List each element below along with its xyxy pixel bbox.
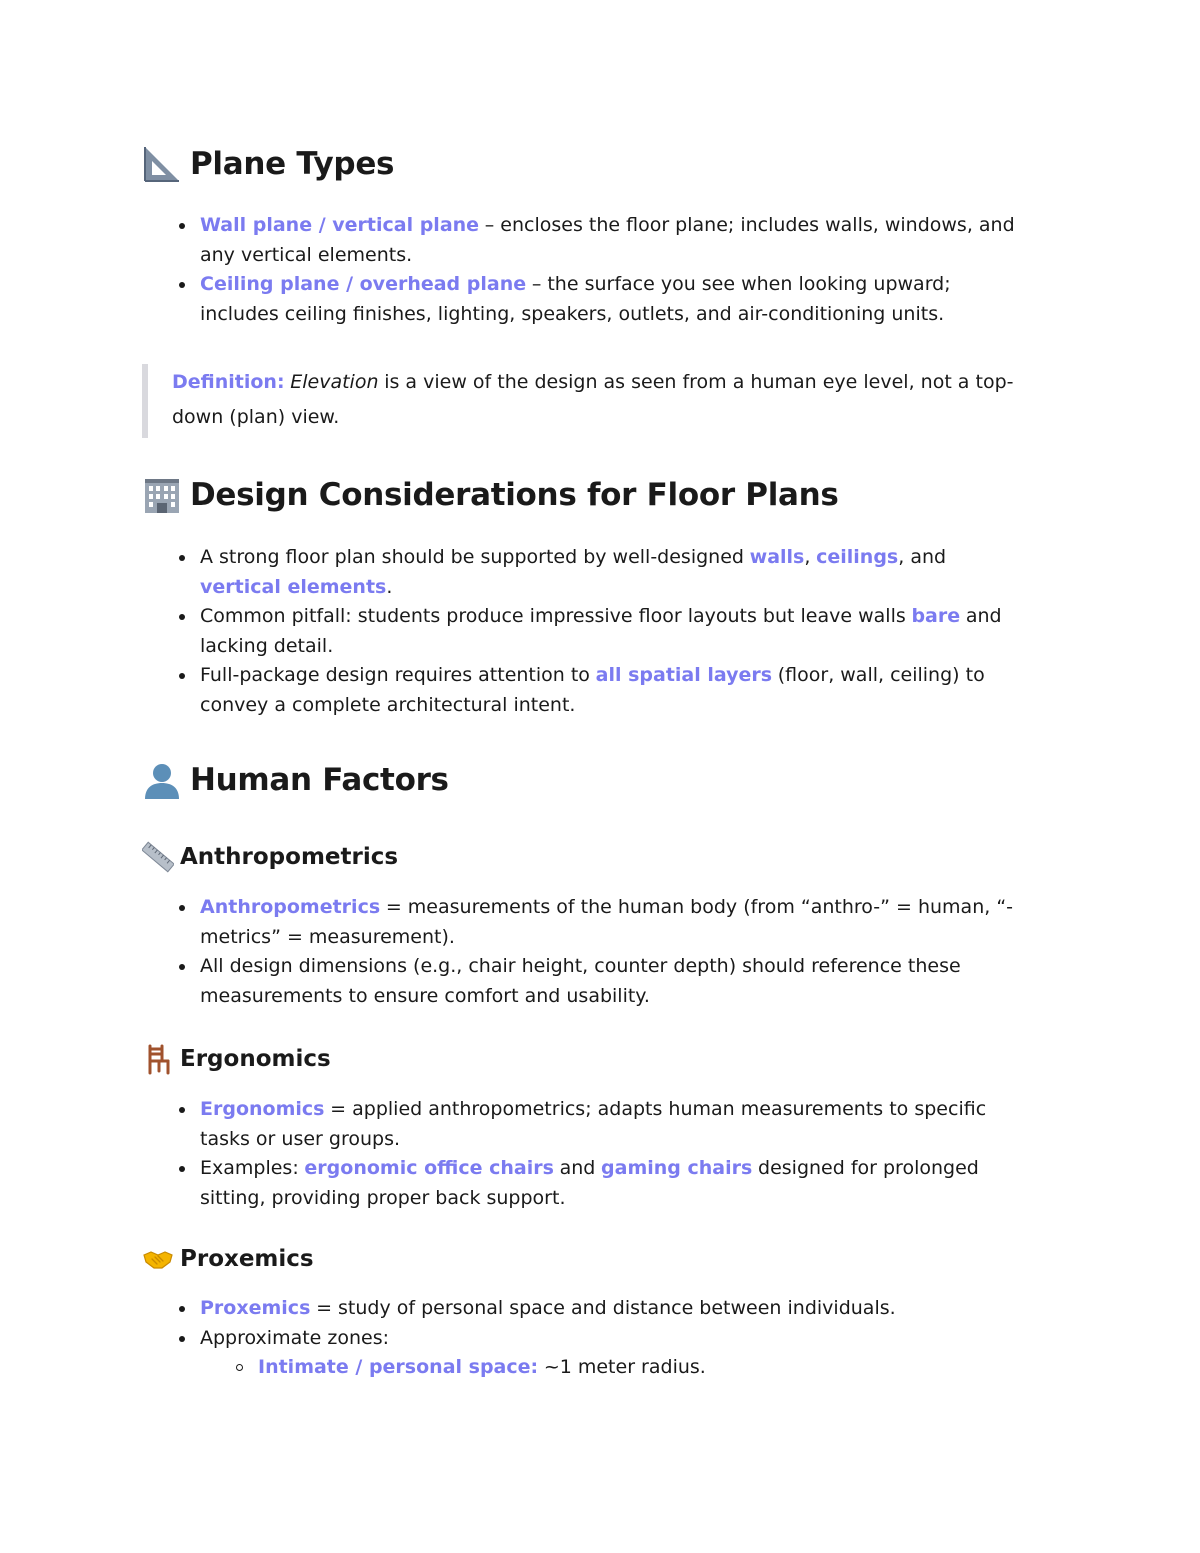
item-text: A strong floor plan should be supported by well-designed — [200, 546, 744, 568]
highlight-term: Ergonomics — [200, 1098, 325, 1120]
definition-label: Definition: — [172, 371, 285, 393]
heading-anthropometrics — [142, 841, 398, 873]
chair-icon — [142, 1043, 174, 1075]
heading-text: Proxemics — [180, 1246, 314, 1272]
highlight-term: Ceiling plane / overhead plane — [200, 273, 527, 295]
list-item — [178, 893, 1018, 952]
item-text: – the surface you see when looking upward; includes ceiling finishes, lighting, speakers, outlets, and air-conditioning units. — [200, 273, 951, 325]
item-text: and lacking detail. — [200, 605, 1002, 657]
item-text: , — [804, 546, 811, 568]
highlight-term: ceilings — [816, 546, 899, 568]
triangular-ruler-icon — [142, 144, 182, 184]
handshake-icon — [142, 1243, 174, 1275]
item-text: designed for prolonged sitting, providing proper back support. — [200, 1157, 979, 1209]
list-item — [178, 952, 1018, 1011]
item-text: Examples: — [200, 1157, 299, 1179]
definition-text: is a view of the design as seen from a human eye level, not a top-down (plan) view. — [172, 371, 1014, 428]
design-considerations-list — [178, 543, 1018, 720]
heading-text: Design Considerations for Floor Plans — [190, 477, 839, 513]
highlight-term: bare — [911, 605, 961, 627]
heading-text: Human Factors — [190, 762, 449, 798]
item-text: Common pitfall: students produce impressive floor layouts but leave walls — [200, 605, 906, 627]
definition-blockquote — [142, 364, 1022, 438]
highlight-term: vertical elements — [200, 575, 387, 598]
item-text: ~1 meter radius. — [543, 1356, 706, 1378]
list-item — [178, 1294, 1018, 1324]
heading-text: Anthropometrics — [180, 844, 399, 870]
heading-text: Ergonomics — [180, 1046, 331, 1072]
item-text: – encloses the floor plane; includes walls, windows, and any vertical elements. — [200, 214, 1015, 266]
person-silhouette-icon — [142, 760, 182, 800]
item-text: and — [559, 1157, 596, 1179]
heading-proxemics — [142, 1243, 314, 1275]
list-item — [178, 1154, 1018, 1213]
heading-human-factors — [142, 760, 449, 800]
proxemics-list — [178, 1294, 1018, 1383]
item-text: (floor, wall, ceiling) to convey a complete architectural intent. — [200, 664, 985, 716]
definition-term: Elevation — [290, 371, 379, 393]
list-item — [178, 1324, 1018, 1383]
list-item — [178, 602, 1018, 661]
item-text: , and — [898, 546, 947, 568]
highlight-term: all spatial layers — [595, 664, 773, 686]
highlight-term: Proxemics — [200, 1297, 311, 1319]
item-text: . — [386, 575, 393, 598]
highlight-term: gaming chairs — [601, 1157, 753, 1179]
item-text: = applied anthropometrics; adapts human measurements to specific tasks or user groups. — [200, 1098, 987, 1150]
heading-ergonomics — [142, 1043, 331, 1075]
highlight-term: Anthropometrics — [200, 896, 381, 918]
highlight-term: walls — [749, 546, 805, 568]
anthropometrics-list — [178, 893, 1018, 1011]
item-text: = study of personal space and distance between individuals. — [316, 1297, 896, 1319]
heading-text: Plane Types — [190, 146, 395, 182]
item-text: All design dimensions (e.g., chair height, counter depth) should reference these measurements to ensure comfort and usability. — [200, 955, 961, 1007]
proxemics-sublist — [200, 1353, 1018, 1383]
list-item — [178, 270, 1018, 329]
list-item — [178, 211, 1018, 270]
heading-design-considerations — [142, 475, 839, 515]
item-text: = measurements of the human body (from “anthro-” = human, “-metrics” = measurement). — [200, 896, 1014, 948]
highlight-term: Wall plane / vertical plane — [200, 214, 480, 236]
list-item — [178, 661, 1018, 720]
list-item — [236, 1353, 1018, 1383]
highlight-term: ergonomic office chairs — [304, 1157, 554, 1179]
highlight-term: Intimate / personal space: — [258, 1356, 539, 1378]
straight-ruler-icon — [142, 841, 174, 873]
plane-types-list — [178, 211, 1018, 329]
item-text: Approximate zones: — [200, 1326, 390, 1349]
list-item — [178, 1095, 1018, 1154]
list-item — [178, 543, 1018, 602]
heading-plane-types — [142, 144, 394, 184]
office-building-icon — [142, 475, 182, 515]
ergonomics-list — [178, 1095, 1018, 1213]
item-text: Full-package design requires attention to — [200, 664, 590, 686]
